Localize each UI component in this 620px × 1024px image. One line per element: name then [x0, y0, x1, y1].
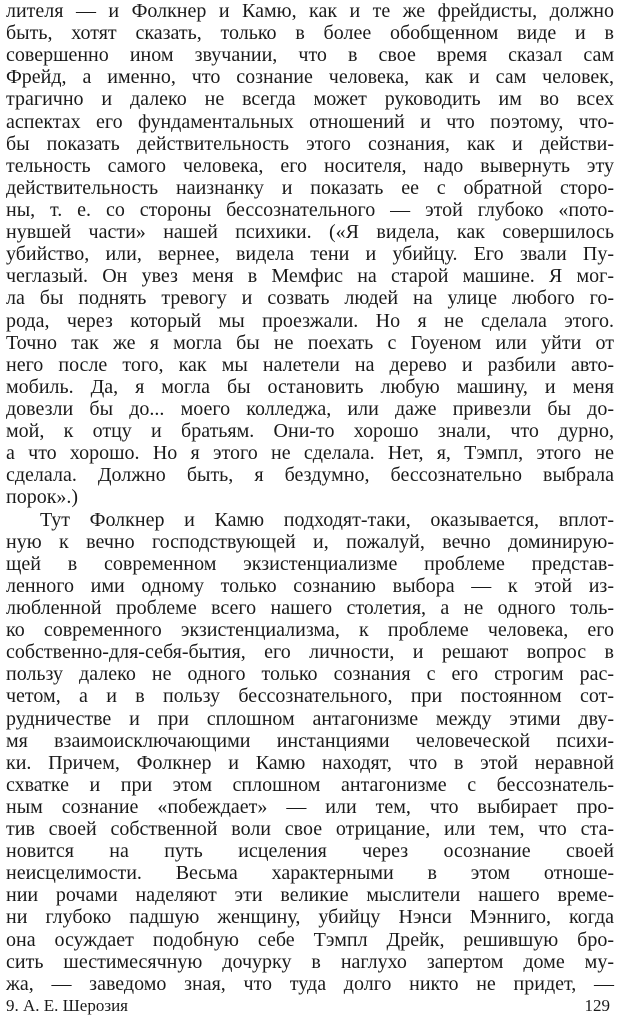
text-line: аспектах его фундаментальных отношений и что поэтому, что- — [6, 110, 614, 133]
text-line: она осуждает подобную себе Тэмпл Дрейк, решившую бро- — [6, 928, 614, 951]
text-line: ленного ими одному только сознанию выбора — к этой из- — [6, 574, 614, 597]
printer-signature: 9. А. Е. Шерозия — [6, 996, 128, 1015]
text-line: ки. Причем, Фолкнер и Камю находят, что в этой неравной — [6, 751, 614, 774]
text-line: тив своей собственной воли свое отрицание, или тем, что ста- — [6, 818, 614, 841]
text-line: жа, — заведомо зная, что туда долго никто не придет, — — [6, 972, 614, 995]
text-line: рода, через который мы проезжали. Но я не сделала этого. — [6, 309, 614, 332]
text-line: нии рочами наделяют эти великие мыслители нашего време- — [6, 884, 614, 907]
text-line: трагично и далеко не всегда может руководить им во всех — [6, 88, 614, 111]
text-line: Точно так же я могла бы не поехать с Гоуеном или уйти от — [6, 331, 614, 354]
text-line: щей в современном экзистенциализме проблеме представ- — [6, 552, 614, 575]
text-line: ла бы поднять тревогу и созвать людей на улице любого го- — [6, 287, 614, 310]
text-line: Фрейд, а именно, что сознание человека, как и сам человек, — [6, 66, 614, 89]
text-line: действительность наизнанку и показать ее с обратной сторо- — [6, 176, 614, 199]
text-line: четом, а и в пользу бессознательного, при постоянном сот- — [6, 685, 614, 708]
text-line: довезли бы до... моего колледжа, или даже привезли бы до- — [6, 397, 614, 420]
text-line: чеглазый. Он увез меня в Мемфис на старой машине. Я мог- — [6, 265, 614, 288]
text-line: неисцелимости. Весьма характерными в этом отноше- — [6, 862, 614, 885]
text-line: пользу далеко не одного только сознания с его строгим рас- — [6, 663, 614, 686]
paragraph-end-line: порок».) — [6, 486, 79, 509]
text-line: ко современного экзистенциализма, к проблеме человека, его — [6, 619, 614, 642]
text-line: ную к вечно господствующей и, пожалуй, вечно доминирую- — [6, 530, 614, 553]
text-line: нувшей части» нашей психики. («Я видела, как совершилось — [6, 221, 614, 244]
text-line: бы показать действительность этого сознания, как и действи- — [6, 132, 614, 155]
body-text — [6, 0, 614, 995]
text-line: мя взаимоисключающими инстанциями человеческой психи- — [6, 729, 614, 752]
text-line: мой, к отцу и братьям. Они-то хорошо знали, что дурно, — [6, 420, 614, 443]
text-line: схватке и при этом сплошном антагонизме с бессознатель- — [6, 773, 614, 796]
paragraph-start-line: Тут Фолкнер и Камю подходят-таки, оказывается, вплот- — [40, 508, 614, 531]
text-line: новится на путь исцеления через осознание своей — [6, 840, 614, 863]
text-line: сить шестимесячную дочурку в наглухо запертом доме му- — [6, 950, 614, 973]
text-line: тельность самого человека, его носителя, надо вывернуть эту — [6, 154, 614, 177]
text-line: убийство, или, вернее, видела тени и убийцу. Его звали Пу- — [6, 243, 614, 266]
text-line: сделала. Должно быть, я бездумно, бессознательно выбрала — [6, 464, 614, 487]
text-line: него после того, как мы налетели на дерево и разбили авто- — [6, 353, 614, 376]
text-line: собственно-для-себя-бытия, его личности, и решают вопрос в — [6, 641, 614, 664]
text-line: ным сознание «побеждает» — или тем, что выбирает про- — [6, 795, 614, 818]
text-line: а что хорошо. Но я этого не сделала. Нет, я, Тэмпл, этого не — [6, 442, 614, 465]
text-line: быть, хотят сказать, только в более обобщенном виде и в — [6, 22, 614, 45]
text-line: ни глубоко падшую женщину, убийцу Нэнси Мэнниго, когда — [6, 906, 614, 929]
text-line: любленной проблеме всего нашего столетия, а не одного толь- — [6, 596, 614, 619]
text-line: лителя — и Фолкнер и Камю, как и те же фрейдисты, должно — [6, 0, 614, 22]
text-line: рудничестве и при сплошном антагонизме между этими дву- — [6, 707, 614, 730]
page-number: 129 — [584, 996, 610, 1015]
text-line: совершенно ином звучании, что в свое время сказал сам — [6, 44, 614, 67]
text-line: ны, т. е. со стороны бессознательного — этой глубоко «пото- — [6, 198, 614, 221]
text-line: мобиль. Да, я могла бы остановить любую машину, и меня — [6, 375, 614, 398]
page-footer — [6, 994, 610, 1018]
